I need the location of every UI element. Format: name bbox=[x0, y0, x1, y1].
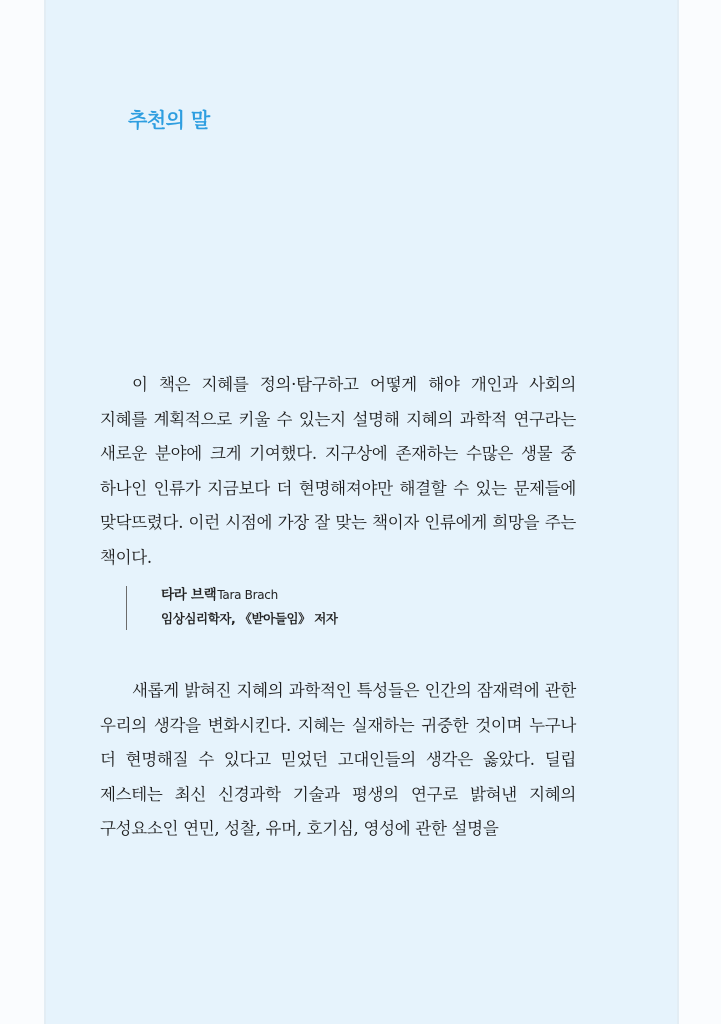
endorser-name-line bbox=[161, 586, 338, 608]
left-margin bbox=[0, 0, 44, 1024]
book-page bbox=[44, 0, 679, 1024]
endorsement-paragraph: 이 책은 지혜를 정의·탐구하고 어떻게 해야 개인과 사회의 지혜를 계획적으로 키울 수 있는지 설명해 지혜의 과학적 연구라는 새로운 분야에 크게 기여했다. 지구상에 존재하는 수많은 생물 중 하나인 인류가 지금보다 더 현명해져야만 해결할 수 있는 문제들에 맞닥뜨렸다. 이런 시점에 가장 잘 맞는 책이자 인류에게 희망을 주는 책이다. bbox=[100, 375, 576, 567]
endorser-name-korean: 타라 브랙 bbox=[161, 587, 217, 603]
right-margin bbox=[679, 0, 721, 1024]
endorser-name-english: Tara Brach bbox=[217, 588, 278, 602]
endorsement-paragraph: 새롭게 밝혀진 지혜의 과학적인 특성들은 인간의 잠재력에 관한 우리의 생각을 변화시킨다. 지혜는 실재하는 귀중한 것이며 누구나 더 현명해질 수 있다고 믿었던 고대인들의 생각은 옳았다. 딜립 제스테는 최신 신경과학 기술과 평생의 연구로 밝혀낸 지혜의 구성요소인 연민, 성찰, 유머, 호기심, 영성에 관한 설명을 bbox=[100, 681, 576, 838]
endorser-attribution bbox=[126, 586, 338, 630]
endorser-role: 임상심리학자, 《받아들임》 저자 bbox=[161, 611, 338, 626]
section-title: 추천의 말 bbox=[128, 108, 210, 132]
